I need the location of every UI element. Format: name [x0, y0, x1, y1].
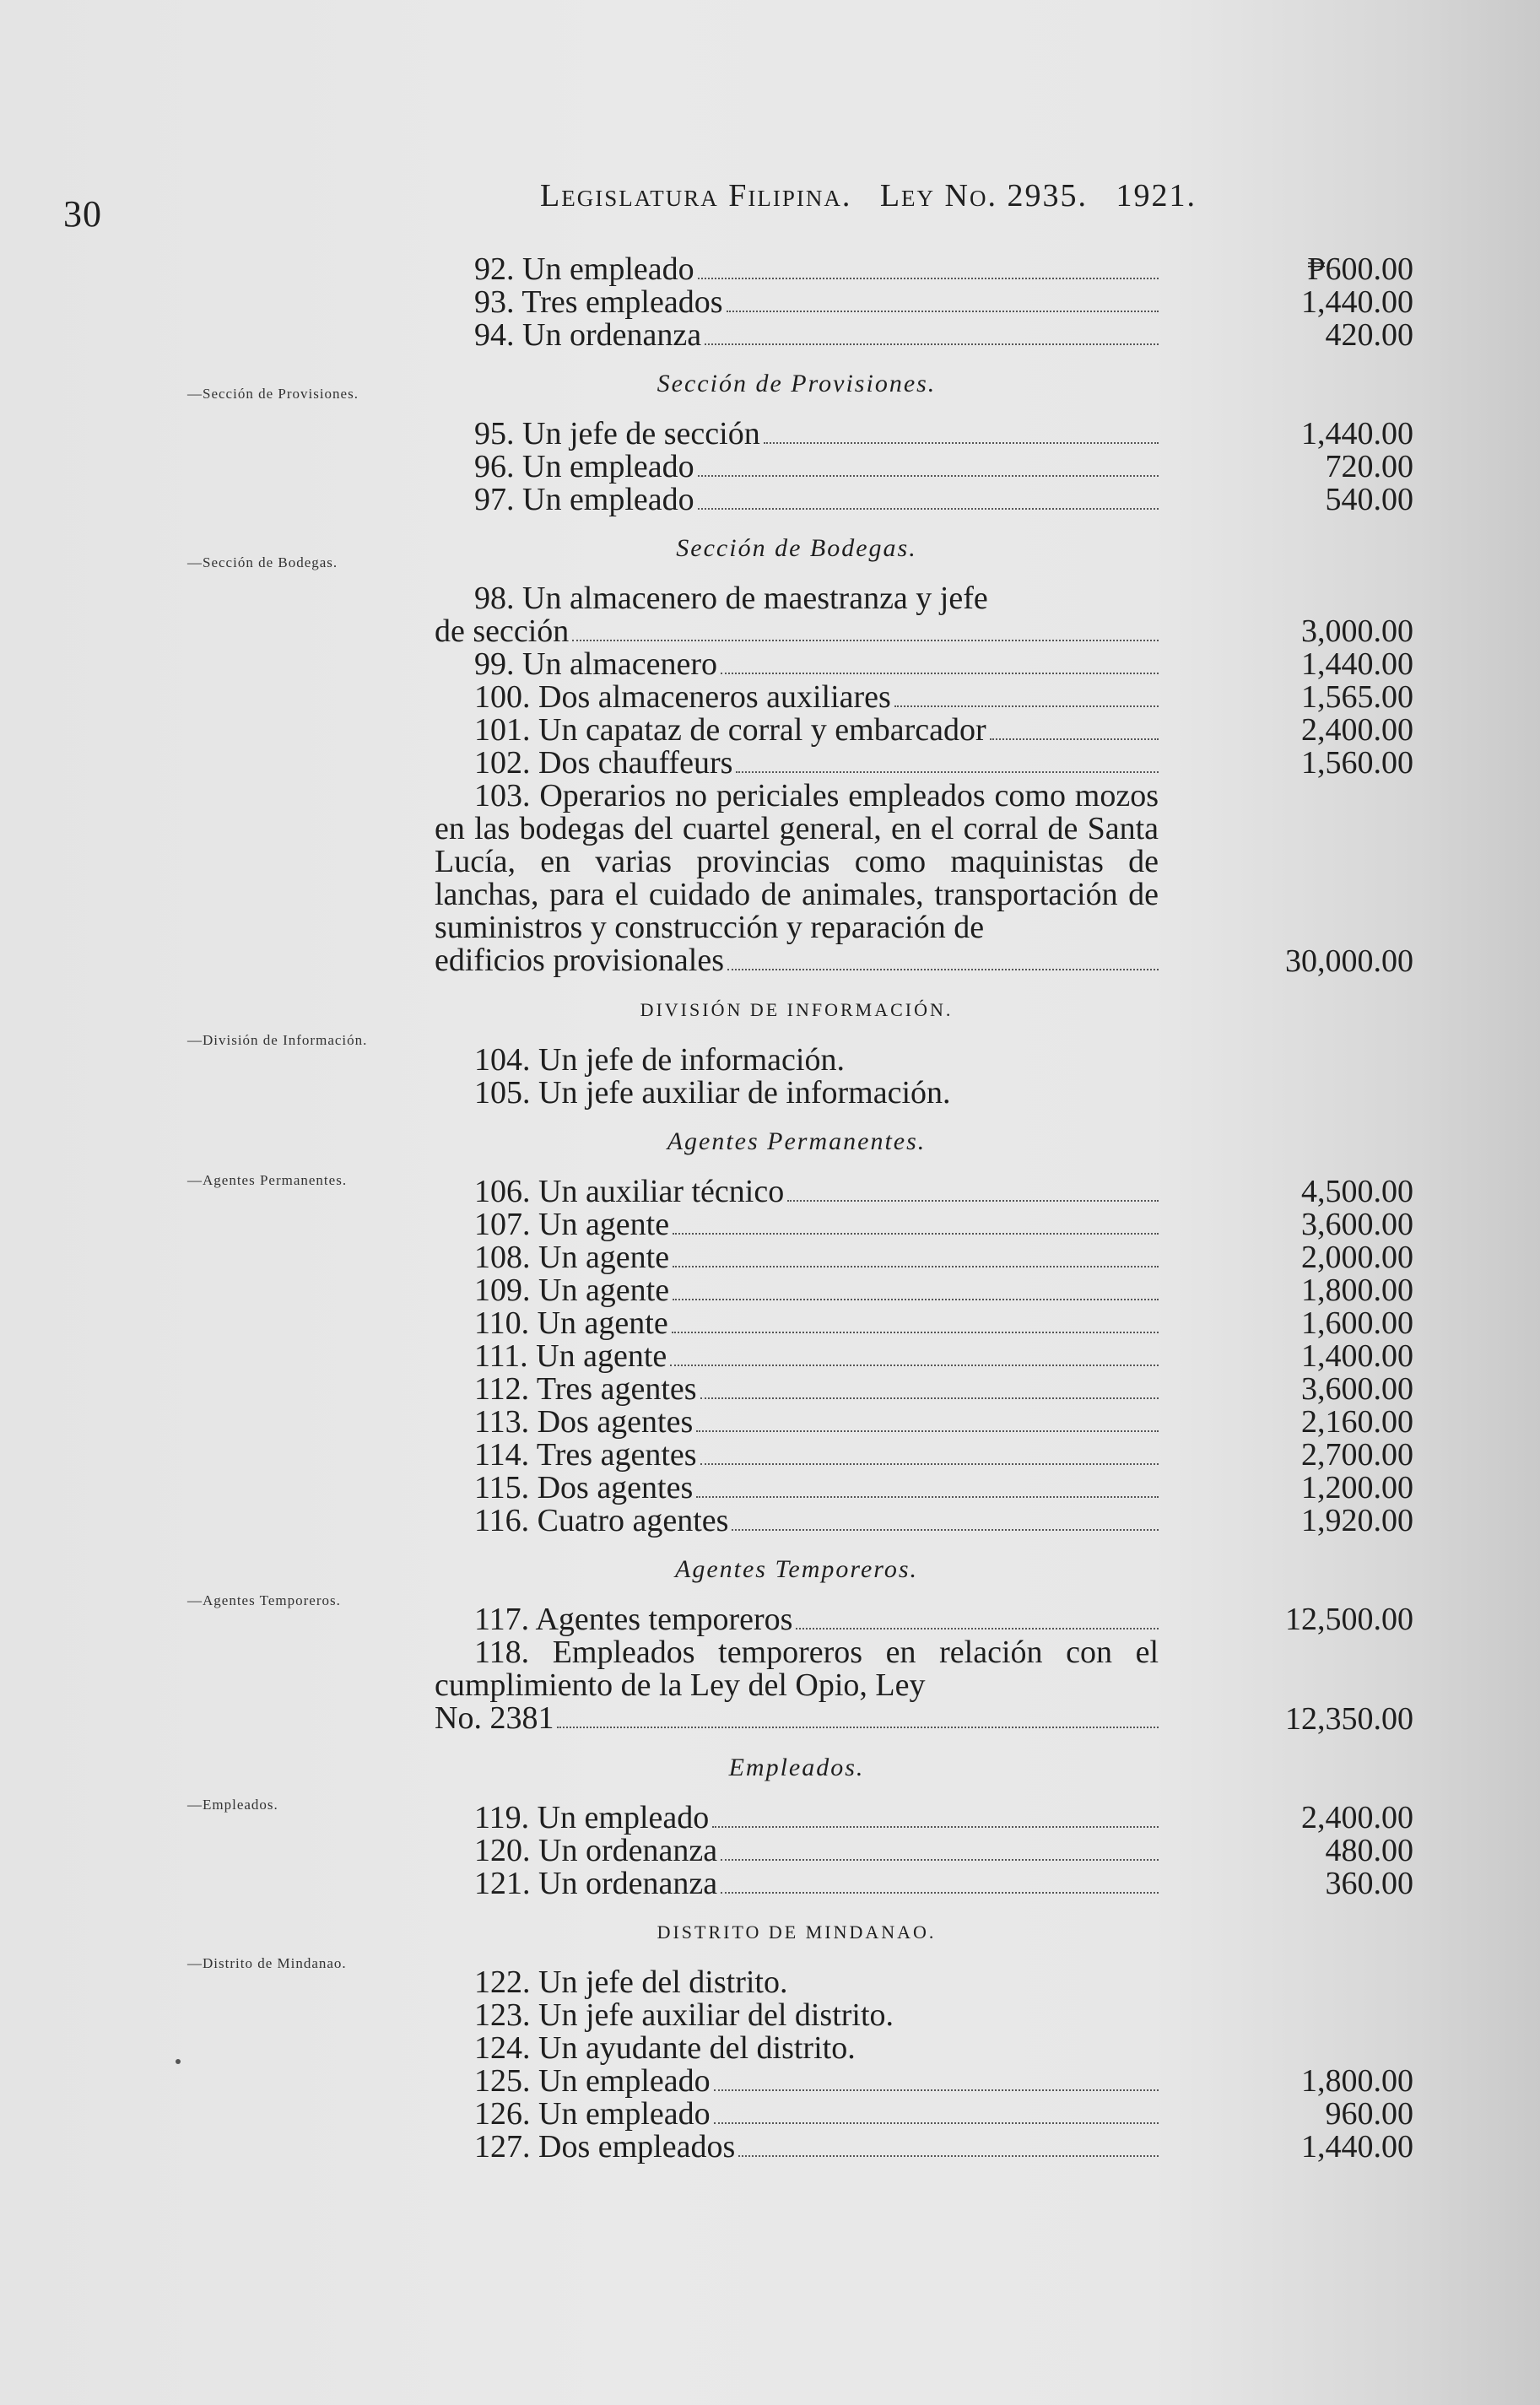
item-103 [435, 780, 1413, 978]
item-amount: 1,565.00 [1301, 679, 1413, 715]
table-row [435, 1999, 1413, 2032]
item-amount: 3,600.00 [1301, 1207, 1413, 1242]
item-label: 100. Dos almaceneros auxiliares [474, 679, 891, 715]
item-label: 110. Un agente [474, 1305, 668, 1341]
table-row [435, 1603, 1413, 1636]
running-head [540, 177, 1215, 214]
item-amount: 3,600.00 [1301, 1371, 1413, 1407]
item-label: 97. Un empleado [474, 482, 694, 517]
section-heading-bodegas: Sección de Bodegas. [676, 534, 917, 562]
item-label: 119. Un empleado [474, 1800, 710, 1835]
item-amount: 1,800.00 [1301, 2063, 1413, 2099]
item-103-last-line [435, 944, 1159, 978]
item-amount: 1,800.00 [1301, 1273, 1413, 1308]
page-number: 30 [63, 193, 102, 235]
sidenote-bodegas: —Sección de Bodegas. [187, 554, 338, 570]
appropriation-list [435, 253, 1413, 2164]
item-amount: 420.00 [1325, 317, 1413, 353]
table-row [435, 1274, 1413, 1307]
item-label-continued: de sección [435, 613, 570, 649]
table-row [435, 2098, 1413, 2131]
table-row [435, 1307, 1413, 1340]
item-amount: 1,440.00 [1301, 2129, 1413, 2164]
table-row [435, 1241, 1413, 1274]
section-heading-mindanao: DISTRITO DE MINDANAO. [657, 1921, 937, 1943]
item-label: 104. Un jefe de información. [474, 1042, 845, 1078]
table-row [435, 681, 1413, 714]
item-label: 99. Un almacenero [474, 646, 718, 682]
item-amount: 2,000.00 [1301, 1240, 1413, 1275]
section-heading-provisiones: Sección de Provisiones. [657, 370, 937, 397]
table-row [435, 484, 1413, 516]
item-label: 121. Un ordenanza [474, 1866, 718, 1901]
item-amount: 1,560.00 [1301, 745, 1413, 781]
table-row [435, 1966, 1413, 1999]
item-label: 125. Un empleado [474, 2063, 711, 2099]
sidenote-informacion: —División de Información. [187, 1032, 368, 1048]
item-amount: 12,500.00 [1285, 1602, 1413, 1637]
section-heading-empleados: Empleados. [728, 1754, 865, 1781]
table-row [435, 582, 1413, 615]
item-label: 106. Un auxiliar técnico [474, 1174, 785, 1209]
table-row [435, 418, 1413, 451]
table-row [435, 648, 1413, 681]
table-row [435, 1439, 1413, 1472]
item-label: 101. Un capataz de corral y embarcador [474, 712, 986, 748]
table-row [435, 451, 1413, 484]
item-103-last-text: edificios provisionales [435, 943, 724, 978]
item-label: 107. Un agente [474, 1207, 670, 1242]
section-heading-informacion: DIVISIÓN DE INFORMACIÓN. [640, 999, 954, 1020]
item-amount: 1,400.00 [1301, 1338, 1413, 1374]
item-label: 105. Un jefe auxiliar de información. [474, 1075, 951, 1111]
item-label: 92. Un empleado [474, 251, 694, 287]
item-label: 115. Dos agentes [474, 1470, 694, 1505]
item-118-text: 118. Empleados temporeros en relación con el cumplimiento de la Ley del Opio, Ley [435, 1635, 1159, 1703]
sidenote-provisiones: —Sección de Provisiones. [187, 386, 359, 402]
item-label: 96. Un empleado [474, 449, 694, 484]
table-row [435, 1044, 1413, 1077]
item-label: 108. Un agente [474, 1240, 670, 1275]
running-head-title: Legislatura Filipina. [540, 178, 852, 213]
item-amount: 2,400.00 [1301, 712, 1413, 748]
item-amount: 1,200.00 [1301, 1470, 1413, 1505]
item-118 [435, 1636, 1413, 1736]
table-row [435, 1867, 1413, 1900]
item-103-text: 103. Operarios no periciales empleados como mozos en las bodegas del cuartel general, en el corral de Santa Lucía, en varias provincias como maquinistas de lanchas, para el cuidado de animales, transportación de suministros y construcción y reparación de [435, 778, 1159, 945]
item-amount: 360.00 [1325, 1866, 1413, 1901]
item-118-last-text: No. 2381 [435, 1700, 554, 1736]
item-label: 111. Un agente [474, 1338, 667, 1374]
table-row [435, 1208, 1413, 1241]
item-label: 124. Un ayudante del distrito. [474, 2030, 856, 2066]
item-label: 109. Un agente [474, 1273, 670, 1308]
table-row [435, 1373, 1413, 1406]
section-heading-temporeros: Agentes Temporeros. [675, 1555, 918, 1583]
running-head-year: 1921. [1116, 178, 1197, 213]
item-label: 112. Tres agentes [474, 1371, 697, 1407]
table-row [435, 1077, 1413, 1110]
item-amount: 30,000.00 [1285, 943, 1413, 979]
item-label: 120. Un ordenanza [474, 1833, 718, 1868]
table-row [435, 1472, 1413, 1505]
item-label: 113. Dos agentes [474, 1404, 694, 1440]
sidenote-temporeros: —Agentes Temporeros. [187, 1592, 341, 1608]
item-label: 95. Un jefe de sección [474, 416, 760, 451]
item-amount: 960.00 [1325, 2096, 1413, 2132]
table-row [435, 714, 1413, 747]
item-label: 98. Un almacenero de maestranza y jefe [474, 581, 988, 616]
item-amount: 720.00 [1325, 449, 1413, 484]
table-row [435, 1406, 1413, 1439]
table-row [435, 1505, 1413, 1538]
item-amount: ₱600.00 [1307, 251, 1413, 287]
table-row [435, 1175, 1413, 1208]
item-label: 123. Un jefe auxiliar del distrito. [474, 1997, 894, 2033]
item-label: 114. Tres agentes [474, 1437, 697, 1473]
table-row [435, 286, 1413, 319]
item-amount: 540.00 [1325, 482, 1413, 517]
item-amount: 2,400.00 [1301, 1800, 1413, 1835]
table-row [435, 1802, 1413, 1835]
table-row [435, 2131, 1413, 2164]
item-amount: 3,000.00 [1301, 613, 1413, 649]
item-amount: 4,500.00 [1301, 1174, 1413, 1209]
item-label: 122. Un jefe del distrito. [474, 1965, 788, 2000]
item-label: 93. Tres empleados [474, 284, 723, 320]
table-row [435, 2065, 1413, 2098]
item-amount: 480.00 [1325, 1833, 1413, 1868]
section-heading-permanentes: Agentes Permanentes. [667, 1127, 927, 1155]
item-label: 94. Un ordenanza [474, 317, 702, 353]
table-row [435, 2032, 1413, 2065]
ink-speck [176, 2059, 181, 2064]
item-label: 116. Cuatro agentes [474, 1503, 729, 1538]
sidenote-empleados: —Empleados. [187, 1797, 278, 1813]
item-amount: 1,600.00 [1301, 1305, 1413, 1341]
item-label: 127. Dos empleados [474, 2129, 736, 2164]
table-row [435, 253, 1413, 286]
table-row [435, 747, 1413, 780]
table-row [435, 319, 1413, 352]
item-amount: 1,440.00 [1301, 416, 1413, 451]
item-amount: 1,920.00 [1301, 1503, 1413, 1538]
table-row [435, 1340, 1413, 1373]
table-row [435, 1835, 1413, 1867]
item-label: 117. Agentes temporeros [474, 1602, 793, 1637]
item-label: 126. Un empleado [474, 2096, 711, 2132]
item-amount: 2,160.00 [1301, 1404, 1413, 1440]
item-label: 102. Dos chauffeurs [474, 745, 733, 781]
item-118-last-line [435, 1702, 1159, 1736]
running-head-law: Ley No. 2935. [879, 178, 1088, 213]
item-amount: 1,440.00 [1301, 646, 1413, 682]
item-amount: 2,700.00 [1301, 1437, 1413, 1473]
item-amount: 1,440.00 [1301, 284, 1413, 320]
item-amount: 12,350.00 [1285, 1701, 1413, 1737]
sidenote-mindanao: —Distrito de Mindanao. [187, 1955, 347, 1971]
table-row [435, 615, 1413, 648]
sidenote-permanentes: —Agentes Permanentes. [187, 1172, 348, 1188]
